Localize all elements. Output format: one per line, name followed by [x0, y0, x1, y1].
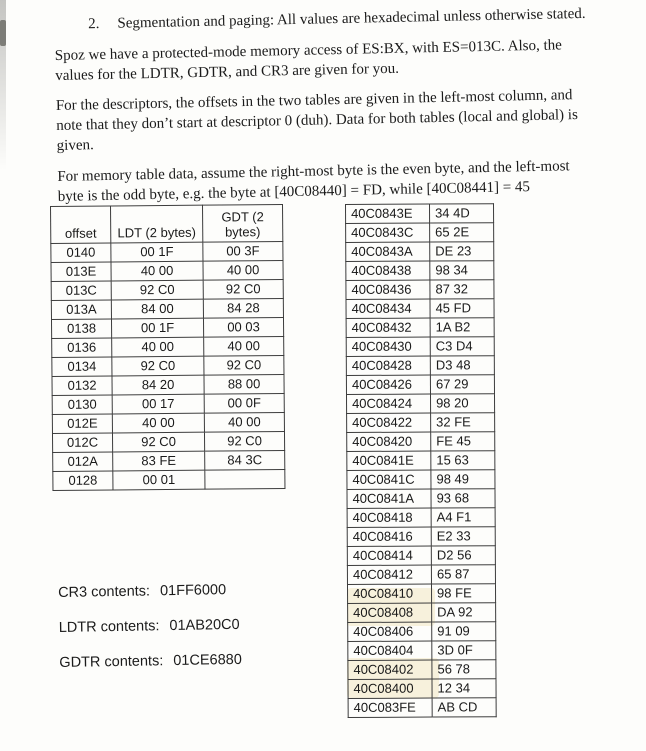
table-cell: 45 FD: [430, 299, 494, 318]
table-cell: 40 00: [112, 337, 204, 357]
descriptor-table: [50, 204, 285, 491]
table-row: [346, 280, 494, 300]
table-cell: 40C08428: [346, 356, 430, 375]
table-cell: 98 34: [430, 261, 494, 280]
table-cell: 40C08404: [348, 641, 432, 660]
table-cell: 84 20: [112, 375, 204, 395]
table-cell: 012A: [53, 452, 113, 472]
table-cell: 40C0841C: [347, 470, 431, 489]
table-cell: C3 D4: [430, 337, 494, 356]
ldtr-label: LDTR contents:: [58, 618, 160, 636]
table-row: [52, 355, 284, 376]
table-row: [347, 584, 495, 604]
table-cell: 92 C0: [112, 432, 204, 452]
table-cell: 84 28: [203, 298, 283, 318]
table-row: [347, 432, 495, 452]
table-row: [347, 546, 495, 566]
table-cell: DA 92: [432, 603, 496, 622]
table-cell: 0128: [53, 471, 113, 491]
table-cell: 0130: [52, 395, 112, 415]
table-cell: 15 63: [431, 451, 495, 470]
table-cell: 013A: [51, 300, 111, 320]
table-cell: 92 C0: [112, 356, 204, 376]
table-row: [53, 450, 285, 471]
intro-text-block: [54, 5, 598, 219]
table-row: [347, 565, 495, 585]
table-cell: 32 FE: [431, 413, 495, 432]
scan-edge-mark: [0, 20, 6, 46]
table-cell: 40C0841E: [347, 451, 431, 470]
table-row: [346, 337, 494, 357]
table-cell: 40 00: [204, 412, 284, 432]
table-row: [347, 527, 495, 547]
table-cell: 40C08424: [346, 394, 430, 413]
question-heading: [54, 5, 594, 36]
table-row: [51, 260, 283, 281]
table-cell: 84 3C: [205, 450, 285, 470]
table-row: [346, 299, 494, 319]
table-cell: 40C08414: [347, 546, 431, 565]
table-cell: 98 20: [430, 394, 494, 413]
table-cell: 00 17: [112, 394, 204, 414]
table-cell: 92 C0: [204, 431, 284, 451]
table-cell: 013E: [51, 262, 111, 282]
table-cell: 40C0843E: [346, 204, 430, 223]
table-cell: 40C08422: [347, 413, 431, 432]
table-cell: 40C08412: [347, 565, 431, 584]
table-row: [346, 261, 494, 281]
table-cell: 40C08438: [346, 261, 430, 280]
table-cell: 012E: [52, 414, 112, 434]
table-cell: 0140: [51, 243, 111, 263]
table-row: [347, 489, 495, 509]
table-cell: D2 56: [431, 546, 495, 565]
table-cell: 0134: [52, 357, 112, 377]
cr3-value: 01FF6000: [159, 582, 227, 600]
ldtr-value: 01AB20C0: [169, 616, 240, 635]
table-cell: 40C08432: [346, 318, 430, 337]
paragraph-3: For memory table data, assume the right-most byte is the even byte, and the left-most byte is the odd byte, e.g. the byte at [40C08440] = FD, while [40C08441] = 45: [57, 158, 570, 205]
registers-block: [58, 582, 242, 690]
memory-table: [345, 203, 497, 718]
table-cell: 013C: [51, 281, 111, 301]
table-cell: 40C08430: [346, 337, 430, 356]
table-cell: 92 C0: [111, 280, 203, 300]
table-row: [52, 431, 284, 452]
table-row: [347, 451, 495, 471]
table-cell: 40C08400: [348, 679, 432, 698]
table-row: [347, 413, 495, 433]
table-row: [347, 470, 495, 490]
ldtr-contents-line: [59, 617, 242, 636]
table-cell: 40 00: [204, 336, 284, 356]
table-cell: 88 00: [204, 374, 284, 394]
table-cell: 91 09: [432, 622, 496, 641]
table-cell: 00 01: [113, 470, 205, 490]
table-cell: 00 1F: [111, 242, 203, 262]
table-cell: 40C08402: [348, 660, 432, 679]
table-cell: 40C08408: [348, 603, 432, 622]
table-cell: 65 2E: [430, 223, 494, 242]
table-cell: 67 29: [430, 375, 494, 394]
table-cell: 84 00: [111, 299, 203, 319]
gdtr-contents-line: [59, 652, 242, 671]
question-title: Segmentation and paging: All values are hexadecimal unless otherwise stated.: [117, 5, 586, 32]
table-row: [53, 469, 285, 490]
table-cell: FE 45: [431, 432, 495, 451]
table-cell: 00 03: [203, 317, 283, 337]
table-row: [51, 279, 283, 300]
table-cell: 12 34: [432, 679, 496, 698]
table-row: [348, 679, 496, 699]
table-row: [346, 318, 494, 338]
table-cell: AB CD: [432, 698, 496, 717]
table-cell: E2 33: [431, 527, 495, 546]
table-cell: 3D 0F: [432, 641, 496, 660]
table-cell: 40C08436: [346, 280, 430, 299]
table-row: [348, 660, 496, 680]
table-cell: 00 0F: [204, 393, 284, 413]
table-cell: 1A B2: [430, 318, 494, 337]
table-cell: 34 4D: [430, 204, 494, 223]
table-cell: 00 3F: [203, 241, 283, 261]
table-row: [348, 698, 496, 718]
table-row: [346, 394, 494, 414]
table-row: [51, 298, 283, 319]
table-cell: 87 32: [430, 280, 494, 299]
table-row: [346, 356, 494, 376]
table-row: [51, 317, 283, 338]
gdtr-value: 01CE6880: [173, 651, 242, 669]
table-cell: 65 87: [431, 565, 495, 584]
column-header-offset: offset: [51, 206, 111, 244]
gdtr-label: GDTR contents:: [59, 653, 164, 671]
table-row: [348, 603, 496, 623]
table-cell: 40 00: [203, 260, 283, 280]
table-cell: A4 F1: [431, 508, 495, 527]
table-cell: 40C08418: [347, 508, 431, 527]
table-row: [346, 242, 494, 262]
paragraph-1: Spoz we have a protected-mode memory access of ES:BX, with ES=013C. Also, the values for the LDTR, GDTR, and CR3 are given for you.: [54, 37, 562, 84]
table-cell: 40C0841A: [347, 489, 431, 508]
table-cell: 0136: [52, 338, 112, 358]
table-cell: 40C0843A: [346, 242, 430, 261]
table-row: [52, 374, 284, 395]
table-cell: D3 48: [430, 356, 494, 375]
table-cell: 98 FE: [431, 584, 495, 603]
table-cell: 40C08434: [346, 299, 430, 318]
question-number: 2.: [88, 16, 100, 33]
column-header-ldt: LDT (2 bytes): [111, 205, 203, 243]
table-cell: 56 78: [432, 660, 496, 679]
table-row: [52, 412, 284, 433]
table-row: [346, 375, 494, 395]
table-cell: 40C08406: [348, 622, 432, 641]
table-row: [52, 336, 284, 357]
table-row: [52, 393, 284, 414]
table-cell: 40C08420: [347, 432, 431, 451]
table-cell: 40C08426: [346, 375, 430, 394]
table-row: [51, 241, 283, 262]
table-cell: 00 1F: [111, 318, 203, 338]
table-cell: 92 C0: [203, 279, 283, 299]
table-row: [346, 223, 494, 243]
table-cell: 92 C0: [204, 355, 284, 375]
table-row: [346, 204, 494, 224]
table-cell: 0138: [51, 319, 111, 339]
table-cell: 40 00: [112, 413, 204, 433]
table-cell: 40C08410: [347, 584, 431, 603]
table-cell: DE 23: [430, 242, 494, 261]
table-cell: 83 FE: [113, 451, 205, 471]
descriptor-table-header-row: [51, 204, 283, 243]
table-cell: 40C08416: [347, 527, 431, 546]
table-cell: [205, 469, 285, 489]
cr3-contents-line: [58, 582, 241, 601]
table-row: [348, 622, 496, 642]
table-row: [347, 508, 495, 528]
table-row: [348, 641, 496, 661]
table-cell: 40C0843C: [346, 223, 430, 242]
table-cell: 012C: [52, 433, 112, 453]
table-cell: 40 00: [111, 261, 203, 281]
table-cell: 98 49: [431, 470, 495, 489]
paragraph-2: For the descriptors, the offsets in the two tables are given in the left-most column, and note that they don’t start at descriptor 0 (duh). Data for both tables (local and global) is given.: [55, 87, 579, 154]
table-cell: 0132: [52, 376, 112, 396]
cr3-label: CR3 contents:: [58, 583, 151, 601]
table-cell: 40C083FE: [348, 698, 432, 717]
table-cell: 93 68: [431, 489, 495, 508]
column-header-gdt: GDT (2 bytes): [202, 204, 282, 242]
